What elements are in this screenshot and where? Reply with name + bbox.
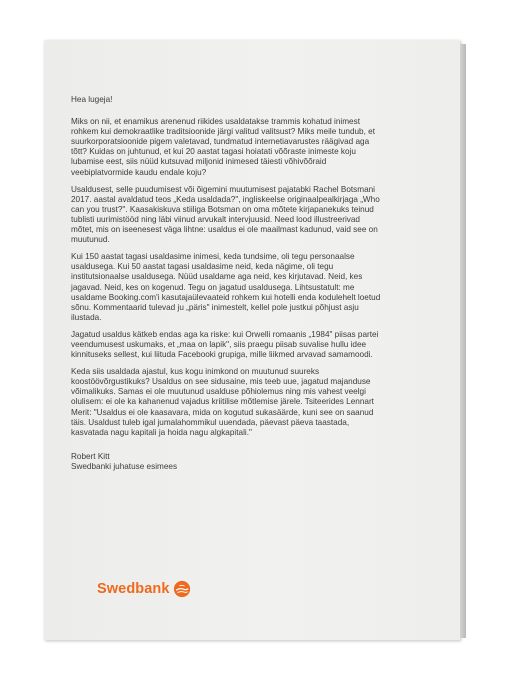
signature-title: Swedbanki juhatuse esimees	[71, 462, 178, 472]
brand-name: Swedbank	[97, 581, 170, 597]
signature	[71, 452, 383, 473]
paragraph-5: Keda siis usaldada ajastul, kus kogu inimkond on muutunud suureks koostöövõrgustikuks? Usaldus on see sidusaine, mis teeb uue, jagatud majanduse võimalikuks. Samas ei ole muutunud usalduse põhiolemus ning mis vahest veelgi olulisem: ei ole ka kahanenud vajadus kriitilise mõtlemise järele. Tsiteerides Lennart Merit: "Usaldus ei ole kaasavara, mida on kogutud sukasäärde, kuni see on saanud täis. Usaldust tuleb igal jumalahommikul uuendada, päevast päeva taastada, kasvatada nagu kapitali ja hoida nagu algkapitali."	[71, 367, 374, 437]
book-edge	[460, 44, 466, 638]
book-back-cover	[44, 40, 460, 640]
oak-tree-icon	[173, 580, 191, 598]
paragraph-3: Kui 150 aastat tagasi usaldasime inimesi, keda tundsime, oli tegu personaalse usaldusega. Kui 50 aastat tagasi usaldasime neid, keda nägime, oli tegu institutsionaalse usaldusega. Nüüd usaldame aga neid, kes kirjutavad. Neid, kes jagavad. Neid, kes on kogenud. Tegu on jagatud usaldusega. Lihtsustatult: me usaldame Booking.com'i kasutajaülevaateid rohkem kui hotelli enda kodulehelt loetud sõnu. Kommentaarid tulevad ju „päris" inimestelt, kellel pole justkui põhjust asju ilustada.	[71, 252, 381, 322]
swedbank-logo	[97, 580, 191, 598]
paragraph-4: Jagatud usaldus kätkeb endas aga ka riske: kui Orwelli romaanis „1984" piisas partei veendumusest uskumaks, et „maa on lapik", siis praegu piisab suvalise hullu idee kinnituseks sellest, kui liituda Facebooki grupiga, mille liikmed arvavad samamoodi.	[71, 329, 379, 360]
foreword-letter	[71, 95, 383, 473]
paragraph-1: Miks on nii, et enamikus arenenud riikides usaldatakse trammis kohatud inimest rohkem kui demokraatlike traditsioonide järgi valitud valitsust? Miks meile tundub, et suurkorporatsioonide pigem valetavad, tundmatud internetiavarustes räägivad aga tõtt? Kuidas on juhtunud, et kui 20 aastat tagasi hoiatati võõraste inimeste koju lubamise eest, siis nüüd kutsuvad miljonid inimesed täiesti võhivõõraid veebiplatvormide kaudu endale koju?	[71, 117, 375, 177]
paragraph-2: Usaldusest, selle puudumisest või õigemini muutumisest pajatabki Rachel Botsmani 2017. aastal avaldatud teos „Keda usaldada?", ingliskeelse originaalpealkirjaga „Who can you trust?". Kaasakiskuva stiiliga Botsman on oma mõtete kirjapanekuks teinud tublisti uurimistööd ning läbi viinud arvukalt intervjuusid. Need lood illustreerivad mõtet, mis on iseenesest väga lihtne: usaldus ei ole maailmast kadunud, vaid see on muutunud.	[71, 184, 380, 245]
salutation: Hea lugeja!	[71, 95, 113, 104]
signature-name: Robert Kitt	[71, 451, 110, 461]
